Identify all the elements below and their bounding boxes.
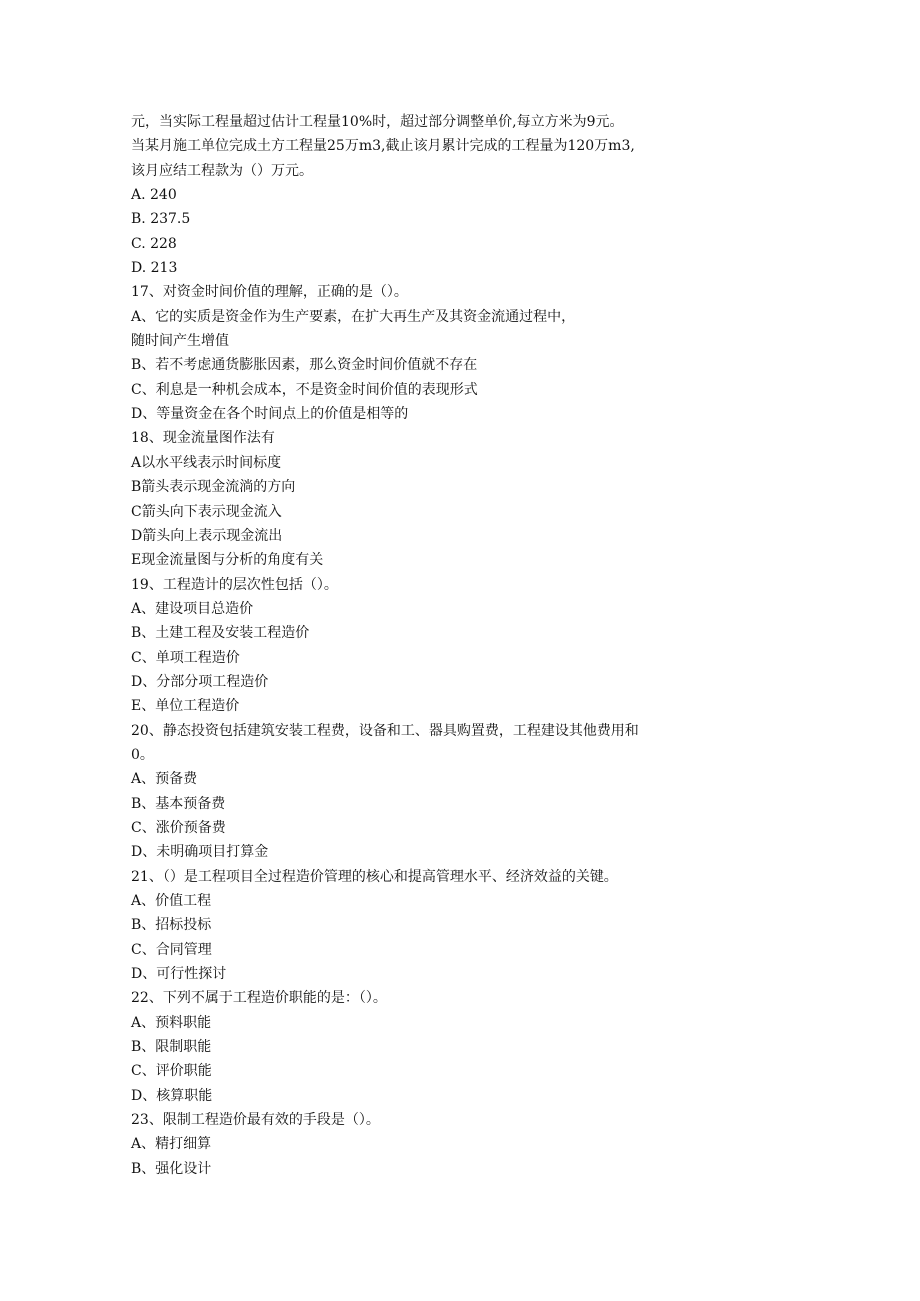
option-line: B、基本预备费 [131,795,226,812]
option-line: D、未明确项目打算金 [131,844,269,861]
question-20: 20、静态投资包括建筑安装工程费，设备和工、器具购置费，工程建设其他费用和 [131,722,639,739]
option-line: C. 228 [131,235,177,252]
option-line: A、它的实质是资金作为生产要素，在扩大再生产及其资金流通过程中， [131,308,576,325]
text-line: 0。 [131,746,154,763]
option-line: D、等量资金在各个时间点上的价值是相等的 [131,406,409,423]
option-line: B、土建工程及安装工程造价 [131,625,310,642]
option-line: A、预备费 [131,771,198,788]
option-line: B、若不考虑通货膨胀因素，那么资金时间价值就不存在 [131,357,478,374]
question-22: 22、下列不属于工程造价职能的是：（）。 [131,990,387,1007]
question-19: 19、工程造计的层次性包括（）。 [131,576,338,593]
option-line: A以水平线表示时间标度 [131,454,282,471]
option-line: C、利息是一种机会成本，不是资金时间价值的表现形式 [131,381,478,398]
option-line: B、限制职能 [131,1039,212,1056]
option-line: A、价值工程 [131,893,212,909]
option-line: E、单位工程造价 [131,698,240,715]
option-line: D、分部分项工程造价 [131,673,269,690]
question-21: 21、（）是工程项目全过程造价管理的核心和提高管理水平、经济效益的关键。 [131,868,618,885]
option-line: D、核算职能 [131,1087,213,1104]
option-line: C箭头向下表示现金流入 [131,503,282,520]
option-line: B箭头表示现金流淌的方向 [131,479,296,496]
question-23: 23、限制工程造价最有效的手段是（）。 [131,1112,380,1129]
option-line: E现金流量图与分析的角度有关 [131,552,324,569]
option-line: C、合同管理 [131,941,212,958]
option-line: A、预料职能 [131,1014,212,1031]
option-line: D箭头向上表示现金流出 [131,527,283,544]
text-line: 随时间产生增值 [131,333,229,350]
document-page [131,110,711,1181]
option-line: B、强化设计 [131,1160,212,1177]
question-17: 17、对资金时间价值的理解，正确的是（）。 [131,284,408,301]
text-line: 当某月施工单位完成土方工程量25万m3,截止该月累计完成的工程量为120万m3, [131,138,635,155]
option-line: D. 213 [131,260,178,277]
option-line: C、单项工程造价 [131,649,240,666]
text-line: 元，当实际工程量超过估计工程量10%时，超过部分调整单价,每立方米为9元。 [131,114,624,130]
option-line: B. 237.5 [131,211,191,228]
option-line: A、建设项目总造价 [131,600,254,617]
text-line: 该月应结工程款为（）万元。 [131,162,313,179]
option-line: B、招标投标 [131,917,212,934]
option-line: C、评价职能 [131,1063,212,1080]
option-line: A、精打细算 [131,1136,212,1153]
option-line: D、可行性探讨 [131,966,227,983]
option-line: C、涨价预备费 [131,819,226,836]
option-line: A. 240 [131,187,177,204]
question-18: 18、现金流量图作法有 [131,430,275,447]
